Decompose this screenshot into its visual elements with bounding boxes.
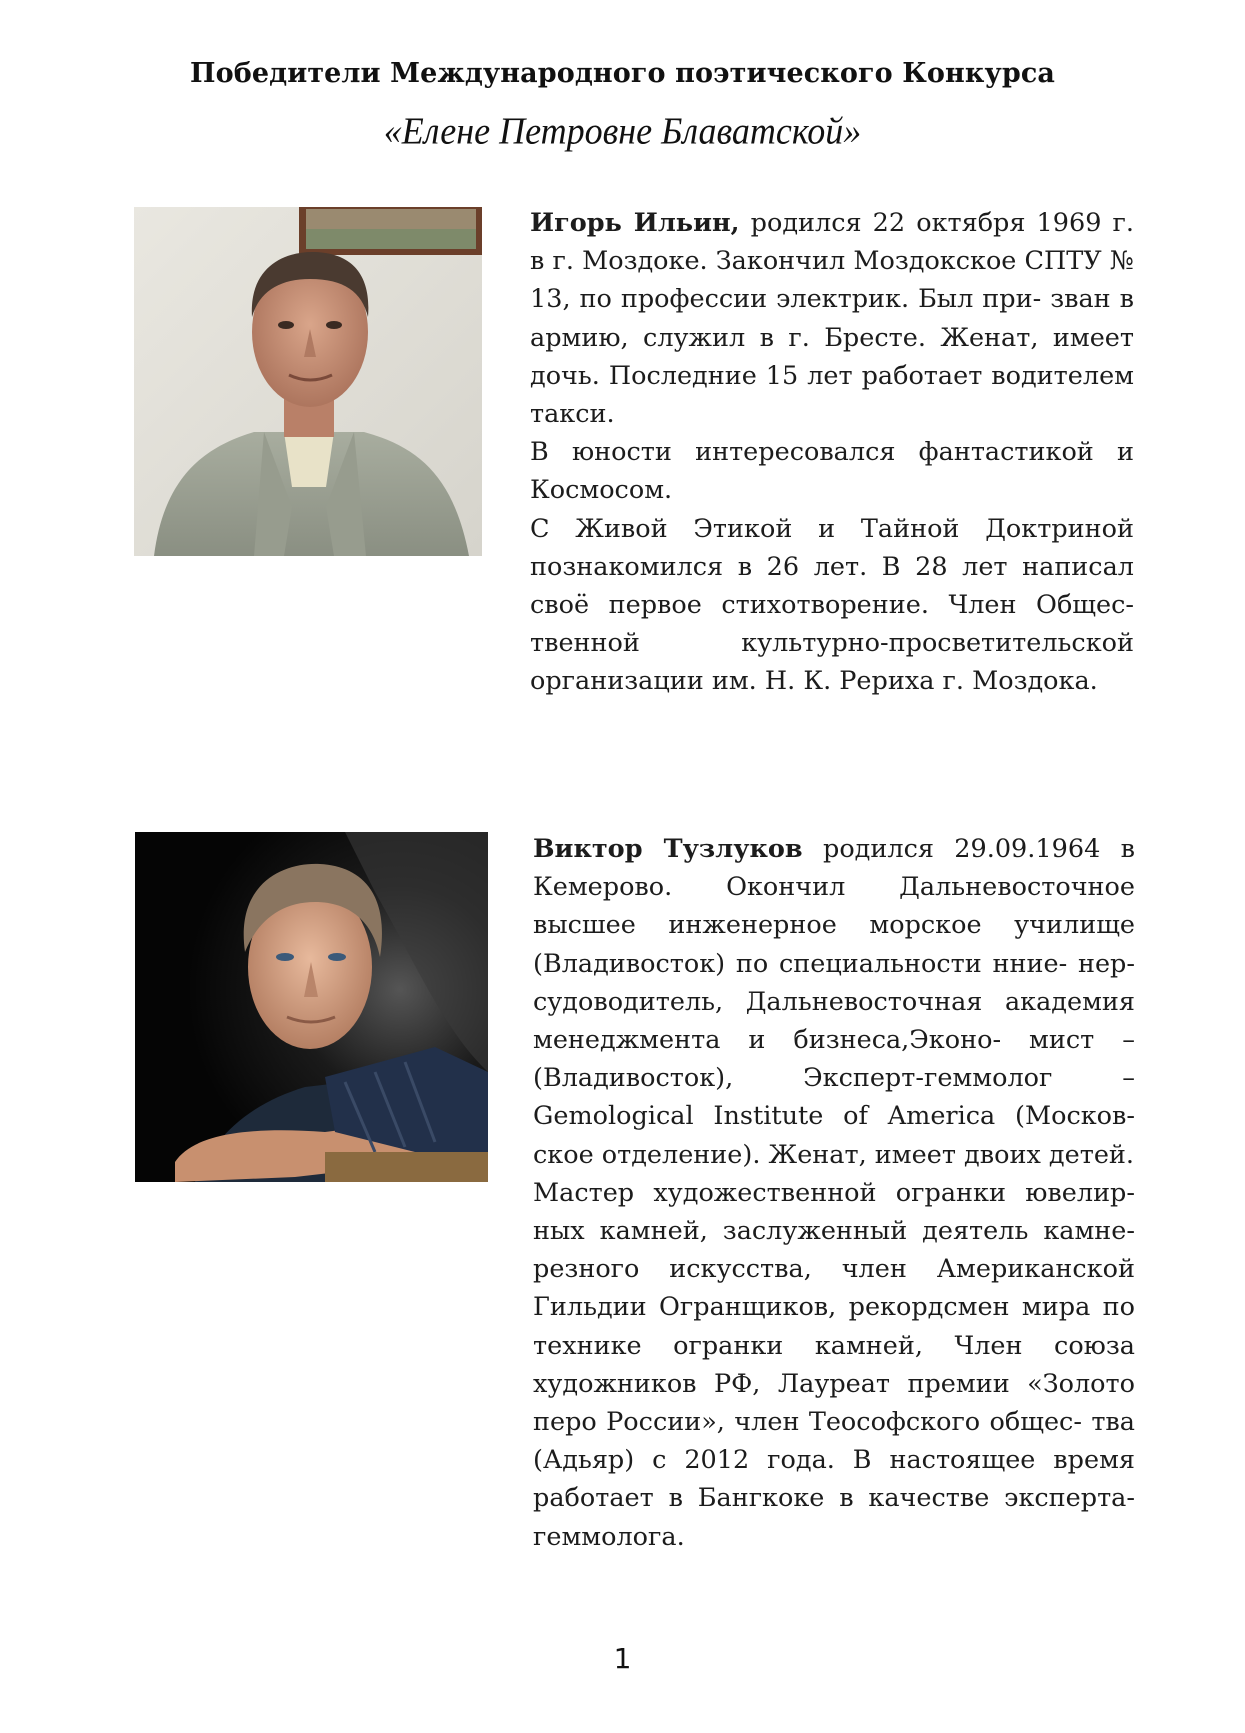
page-number: 1 (613, 1642, 632, 1675)
portrait-photo-icon (135, 832, 488, 1182)
portrait-photo-viktor (135, 832, 488, 1182)
bio-text: родился 22 октября 1969 г. в г. Моздоке. Закончил Моздокское СПТУ № 13, по профессии электрик. Был при- зван в армию, служил в г. Бресте. Женат, имеет дочь. Последние 15 лет работает водителем такси. (530, 208, 1134, 430)
person-name: Игорь Ильин, (530, 208, 740, 238)
bio-paragraph: С Живой Этикой и Тайной Доктриной познакомился в 26 лет. В 28 лет написал своё первое стихотворение. Член Общес- твенной культурно-просветительской организации им. Н. К. Рериха г. Моздока. (530, 513, 1134, 697)
bio-paragraph: В юности интересовался фантастикой и Космосом. (530, 437, 1134, 506)
bio-paragraph (533, 830, 1135, 1174)
page-title: Победители Международного поэтического Конкурса (190, 58, 1055, 89)
person-name: Виктор Тузлуков (533, 834, 803, 864)
portrait-photo-igor (134, 207, 482, 556)
page-subtitle: «Елене Петровне Блаватской» (383, 110, 862, 152)
portrait-photo-icon (134, 207, 482, 556)
bio-text: родился 29.09.1964 в Кемерово. Окончил Дальневосточное высшее инженерное морское училище (Владивосток) по специальности нние- нер-судоводитель, Дальневосточная академия менеджмента и бизнеса,Эконо- мист – (Владивосток), Эксперт-геммолог – Gemological Institute of America (Москов- ское отделение). Женат, имеет двоих детей. (533, 834, 1135, 1170)
bio-paragraph: Мастер художественной огранки ювелир- ных камней, заслуженный деятель камне- резного искусства, член Американской Гильдии Огранщиков, рекордсмен мира по технике огранки камней, Член союза художников РФ, Лауреат премии «Золото перо России», член Теософского общес- тва (Адьяр) с 2012 года. В настоящее время работает в Бангкоке в качестве эксперта- геммолога. (533, 1177, 1135, 1552)
bio-viktor (533, 830, 1135, 1556)
bio-paragraph (530, 204, 1134, 433)
bio-igor (530, 204, 1134, 701)
